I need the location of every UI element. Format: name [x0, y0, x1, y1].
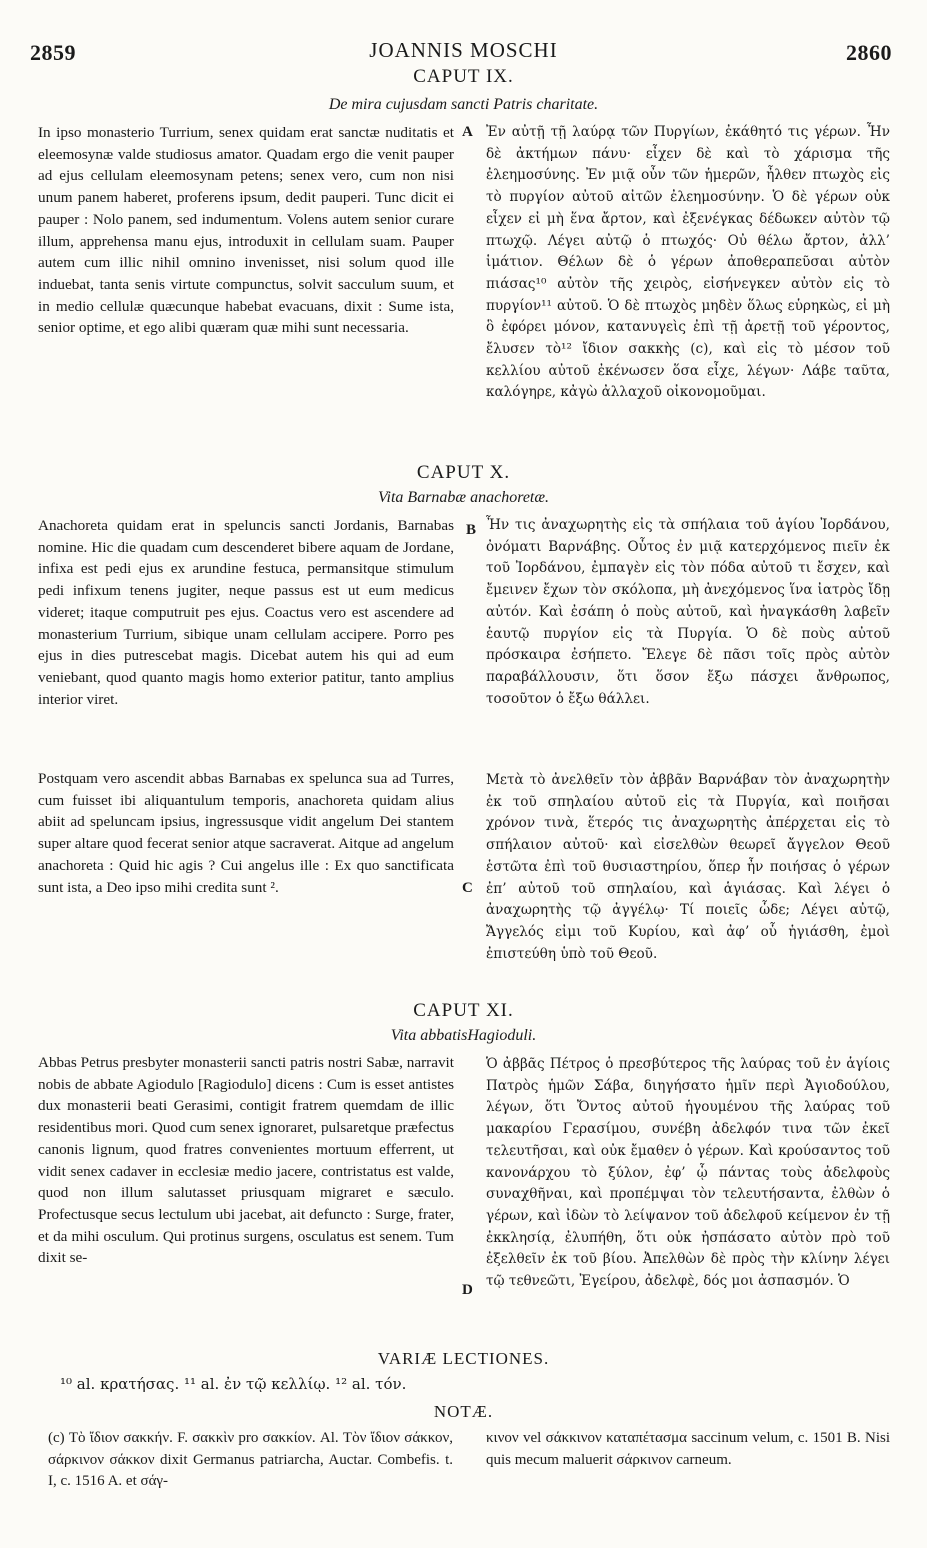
caput-x-greek: Ἦν τις ἀναχωρητὴς εἰς τὰ σπήλαια τοῦ ἁγίου Ἰορδάνου, ὀνόματι Βαρνάβης. Οὗτος ἐν μιᾷ κατερχόμενος πιεῖν ἐκ τοῦ Ἰορδάνου, ἐμπαγὲν εἰς τὸν πόδα αὐτοῦ τι ἔσχεν, καὶ ἔμεινεν ἔχων τὸν σκόλοπα, μὴ ἀνεχόμενος ἵνα ἰατρὸς ἴδῃ αὐτόν. Καὶ ἐσάπη ὁ ποὺς αὐτοῦ, καὶ ἠναγκάσθη λαβεῖν ἑαυτῷ πυργίον εἰς τὰ Πυργία. Ὁ δὲ ποὺς αὐτοῦ πρόσκαιρα ἐσήπετο. Ἔλεγε δὲ πᾶσι τοῖς πρὸς αὐτὸν παραβάλλουσιν, ὅτι ὅσον ἔξω πάσχει ἄνθρωπος, τοσοῦτον ὁ ἔξω θάλλει. [486, 517, 890, 707]
caput-ix-subtitle: De mira cujusdam sancti Patris charitate. [328, 96, 599, 113]
caput-xi-heading: CAPUT XI. [413, 1000, 514, 1021]
running-title: JOANNIS MOSCHI [369, 38, 558, 62]
page-number-right: 2860 [846, 40, 892, 65]
caput-x-latin: Anachoreta quidam erat in speluncis sancti Jordanis, Barnabas nomine. Hic die quadam cum descenderet bibere aquam de Jordane, infixa est pedi ejus ex arundine festuca, permansitque stimulum pedi infixum tenens jugiter, neque passus est ut eum medicus videret; itaque computruit pes ejus. Coactus vero est ascendere ad monasterium Turrium, sibique unam cellulam accipere. Porro pes ejus in dies putrescebat magis. Dicebat autem his qui ad eum veniebant, quod quanto magis homo exterior patitur, tanto amplius interior viret. [38, 517, 454, 708]
caput-x-latin-2: Postquam vero ascendit abbas Barnabas ex spelunca sua ad Turres, cum fuisset ibi aliquantulum temporis, anachoreta quidam alius abiit ad speluncam ipsius, ingressusque vidit angelum Dei stantem super altare quod fecerat senior atque sacraverat. Aitque ad angelum anachoreta : Quid hic agis ? Cui angelus ille : Ex quo sanctificata sunt ista, a Deo ipso mihi credita sunt ². [38, 770, 454, 896]
variae-lectiones-heading: VARIÆ LECTIONES. [377, 1349, 550, 1368]
caput-xi-subtitle: Vita abbatisHagioduli. [390, 1027, 537, 1044]
caput-ix-latin: In ipso monasterio Turrium, senex quidam erat sanctæ nuditatis et eleemosynæ valde studiosus amator. Quadam ergo die venit pauper ad ejus cellulam eleemosynam petens; senex vero, cum non nisi unum panem haberet, proferens ipsum, dedit pauperi. Tunc dicit ei pauper : Nolo panem, sed indumentum. Volens autem senior curare illum, apprehensa manu ejus, introduxit in cellulam suam. Pauper autem cum illic nihil omnino invenisset, nisi solum quod ille induebat, tanta senis virtute compunctus, solvit sacculum suum, et in medio cellulæ quæcunque habebat evacuans, dixit : Sume ista, senior optime, et ego alibi quæram quæ mihi sunt necessaria. [38, 124, 454, 337]
notae-left: (c) Τὸ ἴδιον σακκήν. F. σακκὶν pro σακκίον. Al. Τὸν ἴδιον σάκκον, σάρκινον σάκκον dixit Germanus patriarcha, Auctar. Combefis. t. I, c. 1516 A. et σάγ- [48, 1430, 453, 1490]
caput-x-heading: CAPUT X. [416, 462, 511, 483]
caput-xi-greek: Ὁ ἀββᾶς Πέτρος ὁ πρεσβύτερος τῆς λαύρας τοῦ ἐν ἁγίοις Πατρὸς ἡμῶν Σάβα, διηγήσατο ἡμῖν περὶ Ἀγιοδούλου, λέγων, ὅτι Ὄντος αὐτοῦ ἡγουμένου τῆς λαύρας τοῦ μακαρίου Γερασίμου, συνέβη ἀδελφόν τινα τῶν ἐκεῖ τελευτῆσαι, καὶ οὐκ ἔμαθεν ὁ γέρων. Καὶ κρούσαντος τοῦ κανονάρχου τὸ ξύλον, ἐφ’ ᾧ πάντας τοὺς ἀδελφοὺς συναχθῆναι, καὶ προπέμψαι τὸν τελευτήσαντα, ἐλθὼν ὁ γέρων, καὶ ἰδὼν τὸ λείψανον τοῦ ἀδελφοῦ κείμενον ἐν τῇ ἐκκλησίᾳ, ἐλυπήθη, ὅτι οὐκ ἠσπάσατο αὐτὸν πρὸ τοῦ ἐξελθεῖν ἐκ τοῦ βίου. Ἀπελθὼν δὲ πρὸς τὴν κλίνην λέγει τῷ τεθνεῶτι, Ἐγείρου, ἀδελφὲ, δός μοι ἀσπασμόν. Ὁ [486, 1056, 890, 1290]
margin-letter-c: C [462, 880, 473, 896]
notae-right: κινον vel σάκκινον καταπέτασμα saccinum velum, c. 1501 B. Nisi quis mecum maluerit σάρκινον carneum. [486, 1430, 890, 1468]
page-number-left: 2859 [30, 40, 76, 65]
margin-letter-a: A [462, 124, 473, 140]
margin-letter-d: D [462, 1282, 473, 1298]
caput-ix-greek: Ἐν αὐτῇ τῇ λαύρᾳ τῶν Πυργίων, ἐκάθητό τις γέρων. Ἦν δὲ ἀκτήμων πάνυ· εἶχεν δὲ καὶ τὸ χάρισμα τῆς ἐλεημοσύνης. Ἐν μιᾷ οὖν τῶν ἡμερῶν, ἦλθεν πτωχὸς εἰς τὸ πυργίον αὐτοῦ αἰτῶν ἐλεημοσύνην. Ὁ δὲ γέρων οὐκ εἶχεν εἰ μὴ ἕνα ἄρτον, καὶ ἐξενέγκας δέδωκεν αὐτὸν τῷ πτωχῷ. Λέγει αὐτῷ ὁ πτωχός· Οὐ θέλω ἄρτον, ἀλλ’ ἱμάτιον. Θέλων δὲ ὁ γέρων ἀποθεραπεῦσαι αὐτὸν πιάσας¹⁰ αὐτὸν τῆς χειρὸς, εἰσήνεγκεν αὐτὸν εἰς τὸ πυργίον¹¹ αὐτοῦ. Ὁ δὲ πτωχὸς μηδὲν ὅλως εὑρηκὼς, εἰ μὴ ὃ ἐφόρει μόνον, κατανυγεὶς ἐπὶ τῇ ἀρετῇ τοῦ γέροντος, ἔλυσεν τὸ¹² ἴδιον σακκὴς (c), καὶ εἰς τὸ μέσον τοῦ κελλίου αὐτοῦ ἐκένωσεν ὅσα εἶχε, λέγων· Λάβε ταῦτα, καλόγηρε, κἀγὼ ἀλλαχοῦ οἰκονομοῦμαι. [486, 124, 890, 401]
caput-x-greek-2: Μετὰ τὸ ἀνελθεῖν τὸν ἀββᾶν Βαρνάβαν τὸν ἀναχωρητὴν ἐκ τοῦ σπηλαίου αὐτοῦ εἰς τὰ Πυργία, καὶ ποιῆσαι χρόνον τινὰ, ἕτερός τις ἀναχωρητὴς ἀπέρχεται εἰς τὸ σπήλαιον αὐτοῦ· καὶ εἰσελθὼν θεωρεῖ ἄγγελον Θεοῦ ἑστῶτα ἐπὶ τοῦ θυσιαστηρίου, ὅπερ ἦν ποιήσας ὁ γέρων ἐπ’ αὐτοῦ τοῦ σπηλαίου, καὶ ἁγιάσας. Καὶ λέγει ὁ ἀναχωρητὴς τῷ ἀγγέλῳ· Τί ποιεῖς ὧδε; Λέγει αὐτῷ, Ἄγγελός εἰμι τοῦ Κυρίου, καὶ ἀφ’ οὗ ἡγιάσθη, ἐμοὶ ἐπιστεύθη ὑπὸ τοῦ Θεοῦ. [486, 772, 890, 962]
caput-ix-heading: CAPUT IX. [413, 66, 514, 87]
caput-x-subtitle: Vita Barnabæ anachoretæ. [377, 489, 550, 506]
variae-lectiones-text: ¹⁰ al. κρατήσας. ¹¹ al. ἐν τῷ κελλίῳ. ¹² al. τόν. [60, 1375, 407, 1393]
caput-xi-latin: Abbas Petrus presbyter monasterii sancti patris nostri Sabæ, narravit nobis de abbate Agiodulo [Ragiodulo] dicens : Cum is esset antistes dux monasterii beati Gerasimi, contigit fratrem quemdam de illic residentibus mori. Quod cum senex ignoraret, pulsaretque præfectus canonis lignum, quod fratres convenientes mortuum efferrent, ut vidit senex cadaver in ecclesiæ medio jacere, contristatus est valde, quod non illum salutasset priusquam migraret e sæculo. Profectusque secus lectulum ubi jacebat, ait defuncto : Surge, frater, et da mihi osculum. Qui protinus surgens, osculatus est senem. Tum dixit se- [38, 1054, 454, 1267]
margin-letter-b: B [466, 522, 477, 538]
notae-heading: NOTÆ. [433, 1402, 494, 1421]
